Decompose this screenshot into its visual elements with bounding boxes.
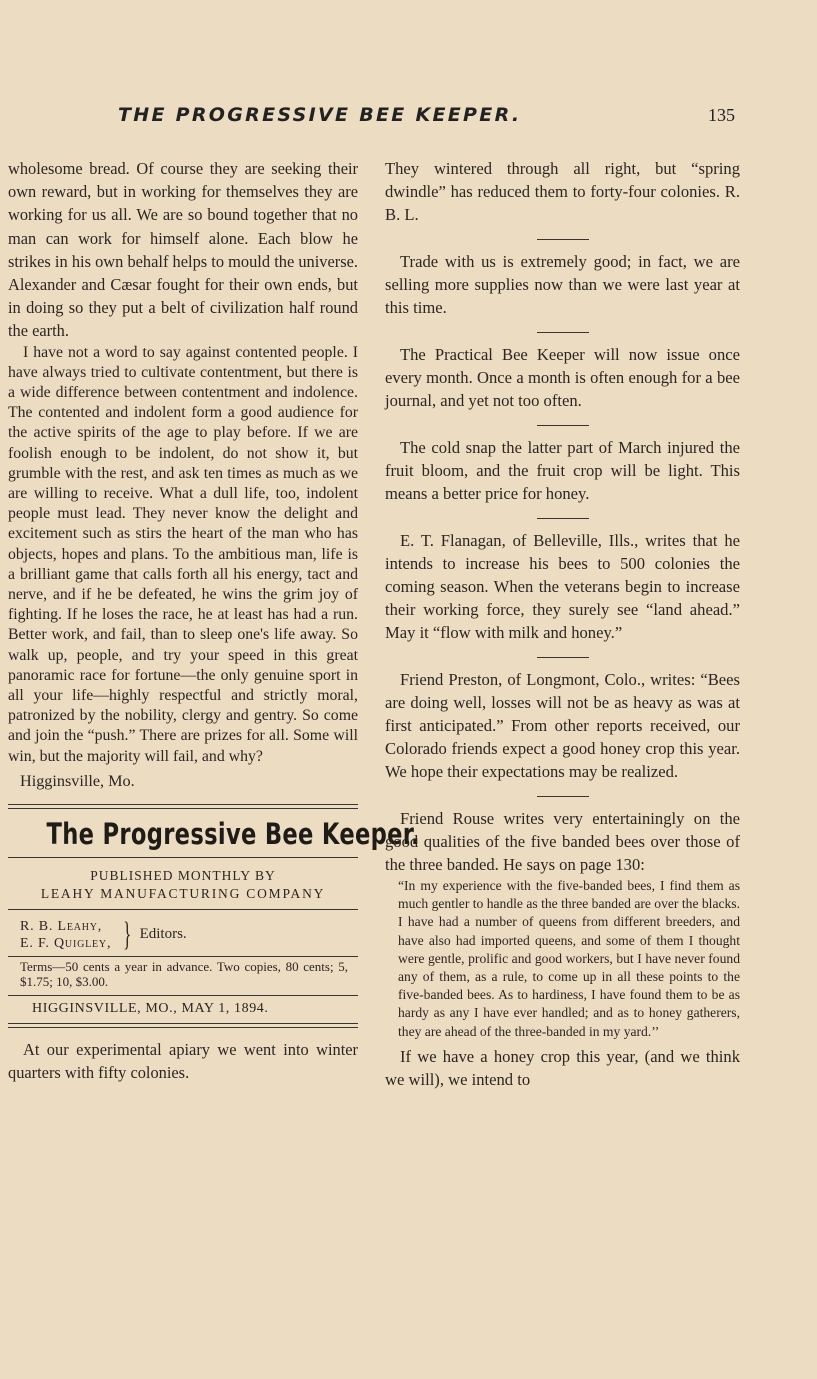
brace-glyph: } xyxy=(123,915,132,953)
news-item: Friend Preston, of Longmont, Colo., writes: “Bees are doing well, losses will not be as heavy as was at first anticipated.” From other reports received, our Colorado friends expect a good honey crop this year. We hope their expectations may be realized. xyxy=(385,670,740,781)
editor-names xyxy=(20,918,111,952)
running-title: THE PROGRESSIVE BEE KEEPER. xyxy=(118,104,522,126)
right-column xyxy=(385,157,740,1091)
item-separator xyxy=(537,657,589,658)
masthead-published-by: PUBLISHED MONTHLY BY xyxy=(90,867,276,883)
item-separator xyxy=(537,239,589,240)
news-item: They wintered through all right, but “spring dwindle” has reduced them to forty-four colonies. R. B. L. xyxy=(385,159,740,224)
item-separator xyxy=(537,332,589,333)
left-column xyxy=(8,157,420,1084)
page-number: 135 xyxy=(708,105,735,125)
article-paragraph: I have not a word to say against contented people. I have always tried to cultivate contentment, but there is a wide difference between contentment and indolence. The contented and indolent form a good audience for the active spirits of the age to play before. If we are foolish enough to be indolent, do not show it, but grumble with the rest, and ask ten times as much as we are willing to receive. What a dull life, too, indolent people must lead. They never know the delight and excitement such as stirs the heart of the man who has objects, hopes and plans. To the ambitious man, life is a brilliant game that calls forth all his energy, tact and nerve, and if he be defeated, he wins the grim joy of fighting. If he loses the race, he at least has had a run. Better work, and fail, than to sleep one's life away. So walk up, people, and try your speed in this great panoramic race for fortune—the only genuine sport in all your life—highly respectful and strictly moral, patronized by the nobility, clergy and gentry. So come and join the “push.” There are prizes for all. Some will win, but the majority will fail, and why? xyxy=(8,343,358,765)
news-item: E. T. Flanagan, of Belleville, Ills., writes that he intends to increase his bees to 500 colonies the coming season. When the veterans begin to increase their working force, they surely see “land ahead.” May it “flow with milk and honey.” xyxy=(385,531,740,642)
masthead-rule xyxy=(8,1023,358,1028)
editor-name: E. F. Quigley, xyxy=(20,935,112,951)
news-item: The Practical Bee Keeper will now issue once every month. Once a month is often enough for a bee journal, and yet not too often. xyxy=(385,345,740,410)
item-separator xyxy=(537,796,589,797)
block-quote: “In my experience with the five-banded bees, I find them as much gentler to handle as the three banded are over the blacks. I have had a number of queens from different breeders, and have also had imported queens, and some of them I thought were gentle, prolific and good workers, but I have never found any of them, as a rule, to come up in all these points to the five-banded bees. As to hardiness, I have found them to be as hardy as any I have ever handled; and as to honey gatherers, they are ahead of the three-banded in my yard.’’ xyxy=(398,878,740,1039)
news-item: The cold snap the latter part of March injured the fruit bloom, and the fruit crop will be light. This means a better price for honey. xyxy=(385,438,740,503)
masthead-dateline: HIGGINSVILLE, MO., MAY 1, 1894. xyxy=(32,1000,269,1016)
masthead-rule xyxy=(8,909,358,910)
news-item: Trade with us is extremely good; in fact, we are selling more supplies now than we were last year at this time. xyxy=(385,252,740,317)
editor-name: R. B. Leahy, xyxy=(20,918,103,934)
article-paragraph: wholesome bread. Of course they are seeking their own reward, but in working for themselves they are working for us all. We are so bound together that no man can work for himself alone. Each blow he strikes in his own behalf helps to mould the universe. Alexander and Cæsar fought for their own ends, but in doing so they put a belt of civilization half round the earth. xyxy=(8,159,358,341)
masthead-terms: Terms—50 cents a year in advance. Two copies, 80 cents; 5, $1.75; 10, $3.00. xyxy=(20,958,348,989)
page-header xyxy=(0,100,817,132)
masthead xyxy=(8,804,420,1028)
news-item: If we have a honey crop this year, (and we think we will), we intend to xyxy=(385,1046,740,1089)
news-item: Friend Rouse writes very entertainingly on the good qualities of the five banded bees over those of the three banded. He says on page 130: xyxy=(385,809,740,874)
masthead-editors xyxy=(20,915,358,953)
article-paragraph: At our experimental apiary we went into winter quarters with fifty colonies. xyxy=(8,1039,358,1083)
masthead-title: The Progressive Bee Keeper. xyxy=(46,816,420,851)
masthead-rule xyxy=(8,857,358,858)
article-signature: Higginsville, Mo. xyxy=(20,771,135,790)
item-separator xyxy=(537,425,589,426)
editors-label: Editors. xyxy=(139,926,187,943)
masthead-company: LEAHY MANUFACTURING COMPANY xyxy=(40,885,326,901)
masthead-rule xyxy=(8,804,358,809)
item-separator xyxy=(537,518,589,519)
